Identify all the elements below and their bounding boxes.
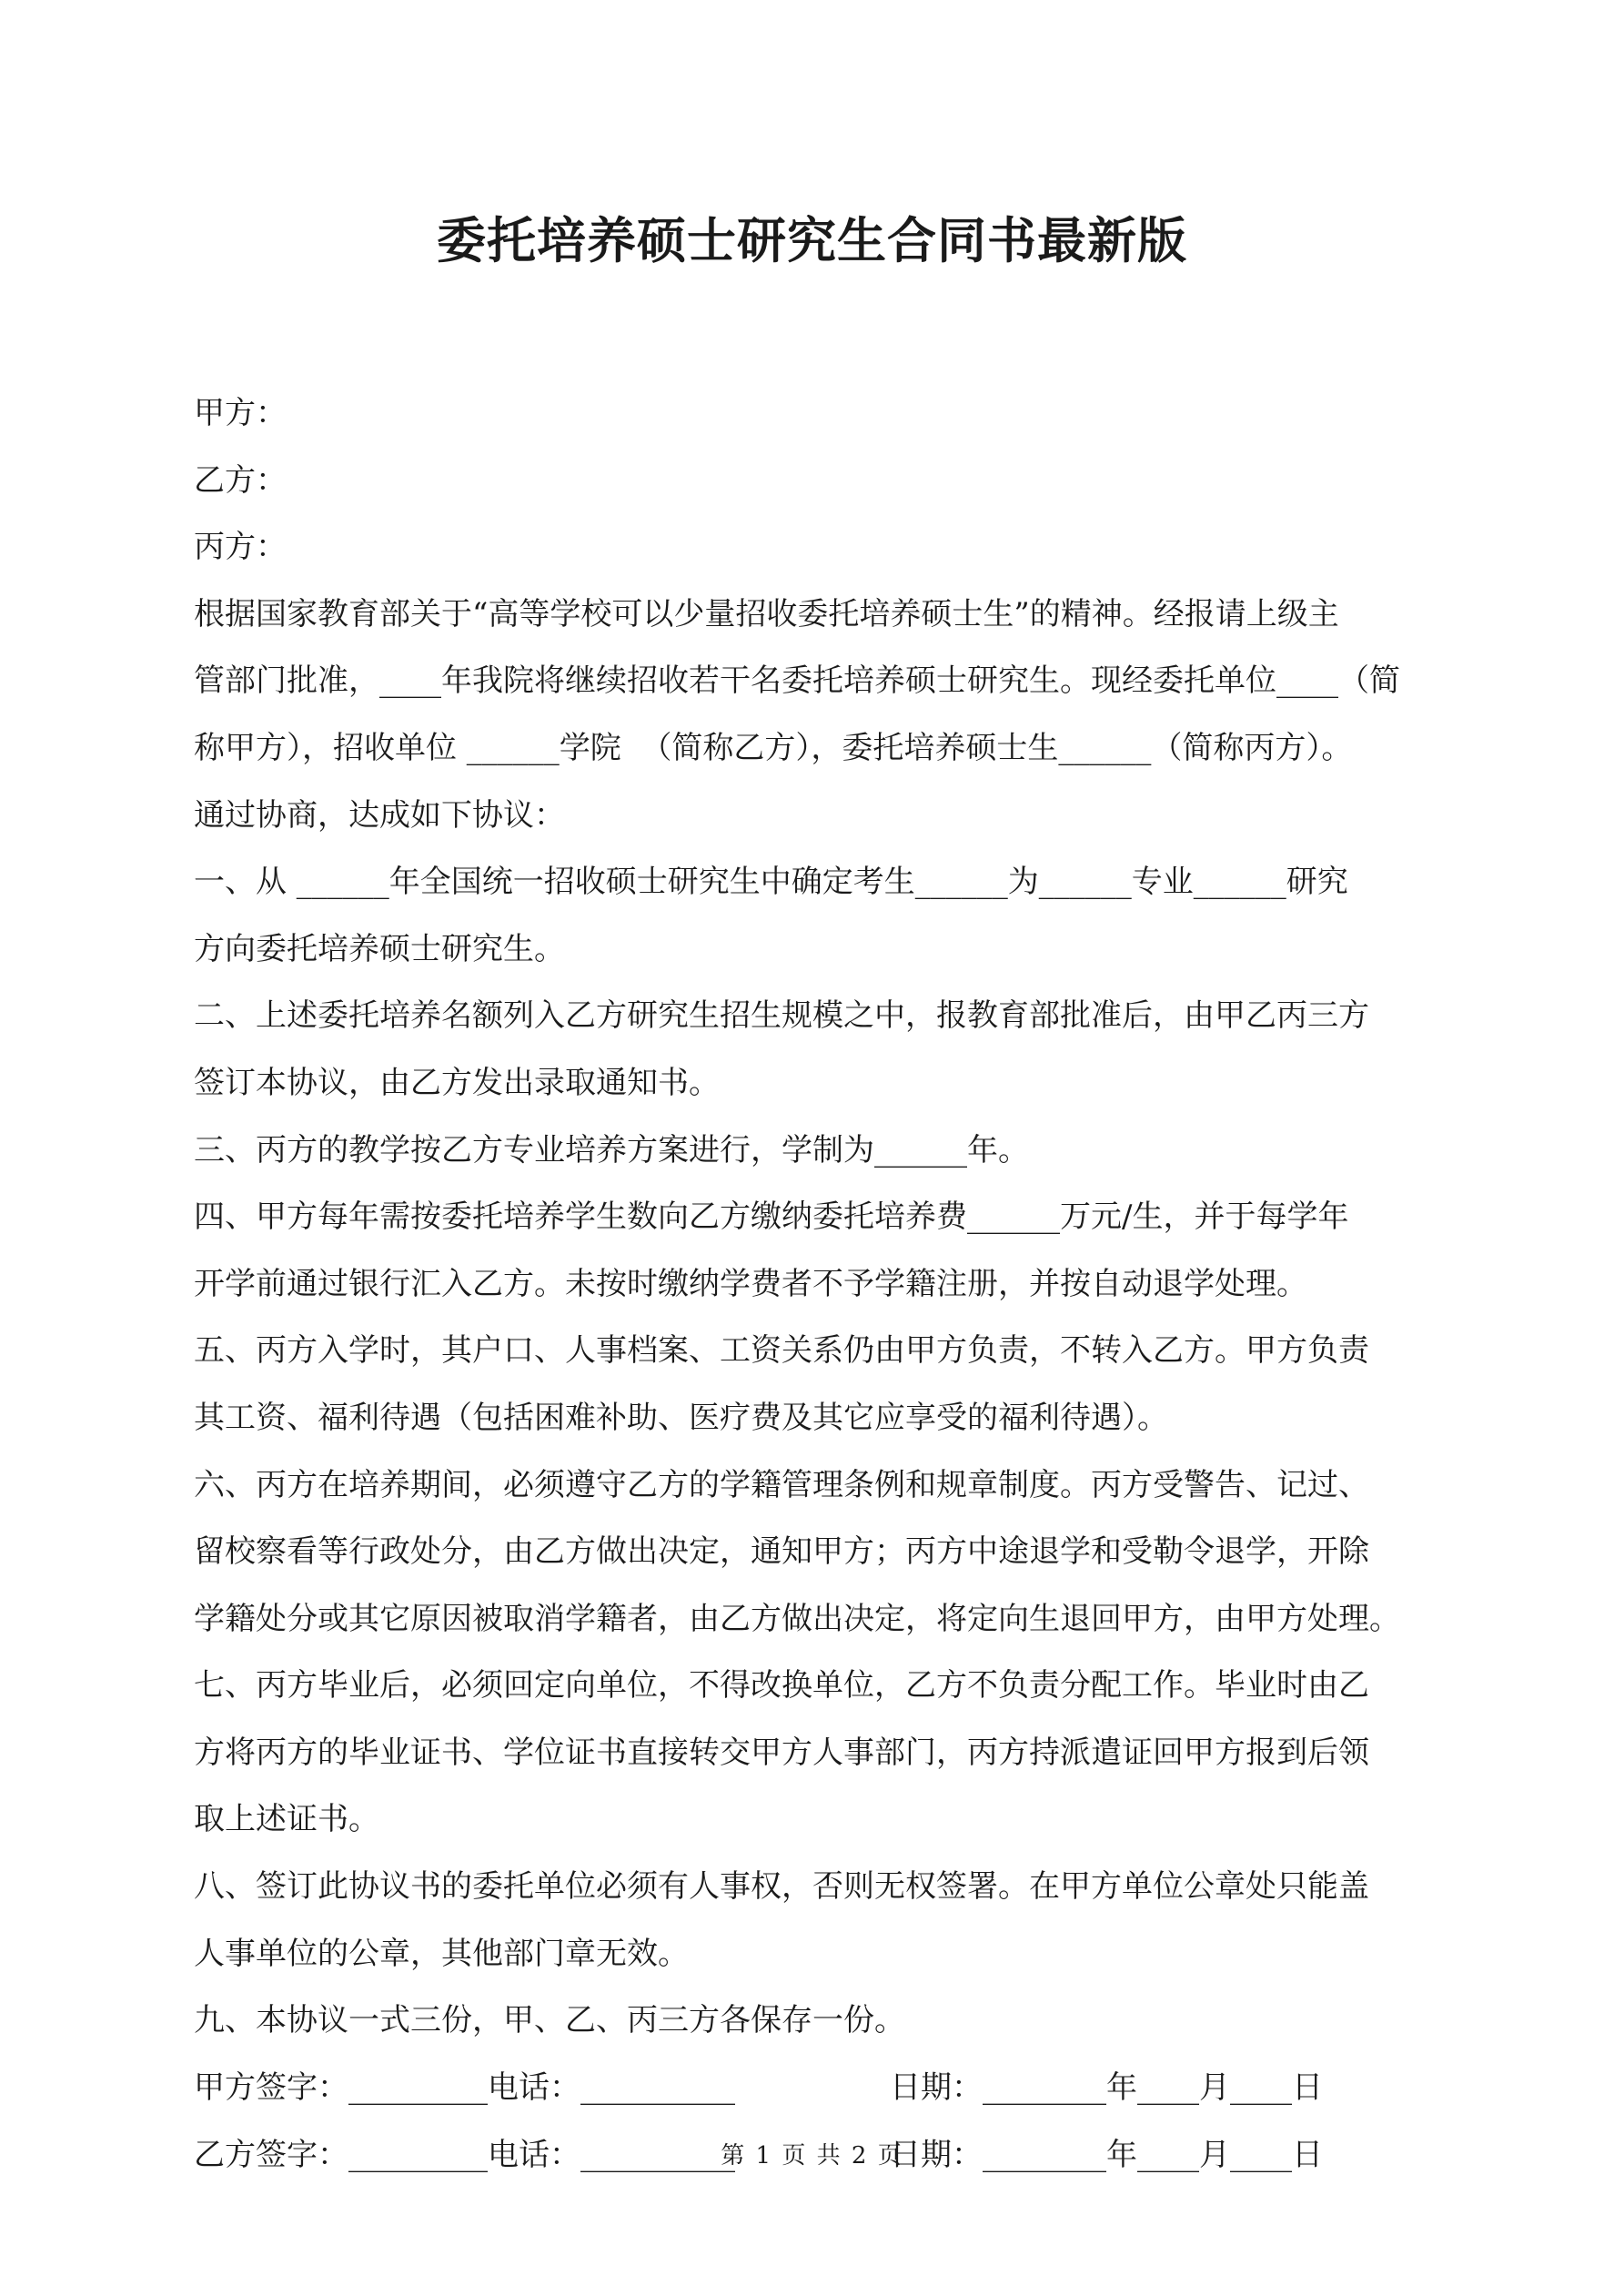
clause-line: 七、丙方毕业后，必须回定向单位，不得改换单位，乙方不负责分配工作。毕业时由乙 <box>194 1667 1369 1704</box>
page-number-footer: 第 1 页 共 2 页 <box>721 2142 903 2170</box>
paragraph-line: 根据国家教育部关于“高等学校可以少量招收委托培养硕士生”的精神。经报请上级主 <box>194 595 1339 632</box>
party-c-line: 丙方： <box>194 529 287 566</box>
document-body <box>194 380 1440 2055</box>
party-a-line: 甲方： <box>194 395 287 431</box>
clause-line: 六、丙方在培养期间，必须遵守乙方的学籍管理条例和规章制度。丙方受警告、记过、 <box>194 1466 1369 1503</box>
clause-line: 八、签订此协议书的委托单位必须有人事权，否则无权签署。在甲方单位公章处只能盖 <box>194 1868 1369 1906</box>
clause-line: 取上述证书。 <box>194 1801 379 1838</box>
signature-row-party-a <box>194 2055 1440 2122</box>
party-b-line: 乙方： <box>194 461 287 499</box>
paragraph-line: 称甲方），招收单位 ______学院 （简称乙方），委托培养硕士生______（简称丙方）。 <box>194 729 1353 766</box>
clause-line: 五、丙方入学时，其户口、人事档案、工资关系仍由甲方负责，不转入乙方。甲方负责 <box>194 1332 1369 1370</box>
clause-line: 一、从 ______年全国统一招收硕士研究生中确定考生______为______专业______研究 <box>194 864 1348 901</box>
document-title: 委托培养硕士研究生合同书最新版 <box>437 212 1187 269</box>
clause-line: 留校察看等行政处分，由乙方做出决定，通知甲方；丙方中途退学和受勒令退学，开除 <box>194 1533 1369 1571</box>
paragraph-line: 管部门批准，____年我院将继续招收若干名委托培养硕士研究生。现经委托单位____（简 <box>194 663 1400 700</box>
clause-line: 学籍处分或其它原因被取消学籍者，由乙方做出决定，将定向生退回甲方，由甲方处理。 <box>194 1600 1400 1637</box>
signature-party-b: 乙方签字：_________电话：__________ <box>194 2136 735 2173</box>
clause-line: 开学前通过银行汇入乙方。未按时缴纳学费者不予学籍注册，并按自动退学处理。 <box>194 1265 1307 1302</box>
clause-line: 签订本协议，由乙方发出录取通知书。 <box>194 1064 720 1101</box>
clause-line: 其工资、福利待遇（包括困难补助、医疗费及其它应享受的福利待遇）。 <box>194 1399 1168 1436</box>
date-party-a: 日期：________年____月____日 <box>890 2069 1323 2106</box>
clause-line: 方将丙方的毕业证书、学位证书直接转交甲方人事部门，丙方持派遣证回甲方报到后领 <box>194 1734 1369 1771</box>
paragraph-line: 通过协商，达成如下协议： <box>194 796 565 834</box>
clause-line: 方向委托培养硕士研究生。 <box>194 930 565 967</box>
date-party-b: 日期：________年____月____日 <box>890 2136 1323 2173</box>
signature-party-a: 甲方签字：_________电话：__________ <box>194 2069 735 2106</box>
clause-line: 三、丙方的教学按乙方专业培养方案进行，学制为______年。 <box>194 1131 1029 1168</box>
clause-line: 九、本协议一式三份，甲、乙、丙三方各保存一份。 <box>194 2002 905 2039</box>
clause-line: 二、上述委托培养名额列入乙方研究生招生规模之中，报教育部批准后，由甲乙丙三方 <box>194 997 1369 1035</box>
clause-line: 四、甲方每年需按委托培养学生数向乙方缴纳委托培养费______万元/生，并于每学年 <box>194 1199 1349 1236</box>
clause-line: 人事单位的公章，其他部门章无效。 <box>194 1935 689 1972</box>
